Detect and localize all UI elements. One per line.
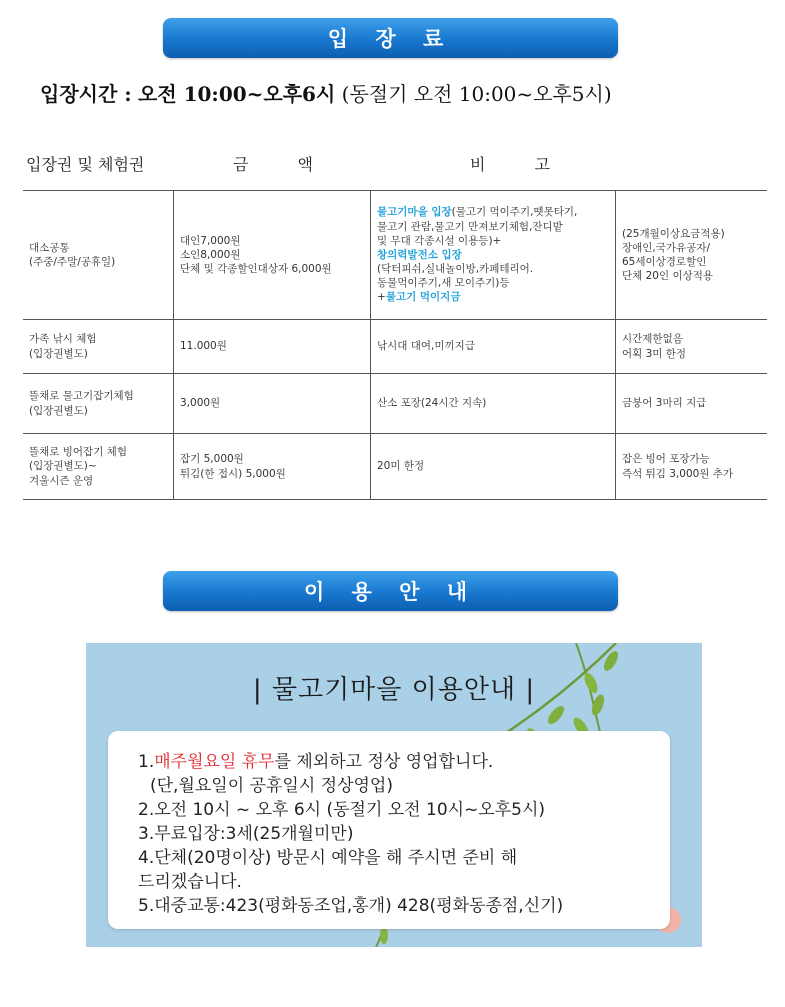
extra-info-cell: (25개월이상요금적용) 장애인,국가유공자/ 65세이상경로할인 단체 20인 이상적용	[616, 191, 768, 320]
usage-guide-header: 이 용 안 내	[163, 571, 618, 611]
note-highlight: 물고기마을 입장	[377, 206, 452, 219]
note-text: 20미 한정	[377, 460, 425, 473]
usage-guide-title: | 물고기마을 이용안내 |	[252, 675, 536, 705]
note-cell	[371, 191, 616, 320]
extra-info-cell: 금붕어 3마리 지급	[616, 374, 768, 434]
table-row	[23, 434, 767, 500]
note-cell	[371, 374, 616, 434]
admission-fee-header: 입 장 료	[163, 18, 618, 58]
guide-line-2: (단,월요일이 공휴일시 정상영업)	[150, 776, 393, 796]
guide-line-1-suffix: 를 제외하고 정상 영업합니다.	[274, 752, 494, 772]
price-cell: 11.000원	[174, 320, 371, 374]
closed-day-highlight: 매주월요일 휴무	[154, 752, 275, 772]
ticket-type-cell: 뜰채로 물고기잡기체험 (입장권별도)	[23, 374, 174, 434]
guide-line-5: 4.단체(20명이상) 방문시 예약을 해 주시면 준비 해	[138, 848, 518, 868]
extra-info-cell: 잡은 빙어 포장가능 즉석 튀김 3,000원 추가	[616, 434, 768, 500]
guide-line-7: 5.대중교통:423(평화동조업,홍개) 428(평화동종점,신기)	[138, 896, 564, 916]
note-highlight: 창의력발전소 입장	[377, 248, 462, 261]
ticket-type-cell: 뜰채로 빙어잡기 체험 (입장권별도)~ 겨울시즌 운영	[23, 434, 174, 500]
price-cell: 3,000원	[174, 374, 371, 434]
fee-table	[23, 190, 767, 500]
note-highlight: 물고기 먹이지금	[385, 291, 461, 304]
extra-info-cell: 시간제한없음 어획 3미 한정	[616, 320, 768, 374]
column-header-price: 금 액	[233, 155, 335, 174]
price-cell: 대인7,000원 소인8,000원 단체 및 각종할인대상자 6,000원	[174, 191, 371, 320]
table-row	[23, 320, 767, 374]
note-text: (물고기 먹이주기,뗏못타기, 물고기 관람,물고기 만져보기체험,잔디밭 및 무대 각종시설 이용등)+	[377, 206, 578, 247]
note-text: (닥터피쉬,실내놀이방,카페테리어. 동물먹이주기,새 모이주기)등 +	[377, 263, 534, 304]
note-text: 낚시대 대여,미끼지급	[377, 340, 475, 353]
ticket-type-cell: 대소공통 (주중/주말/공휴일)	[23, 191, 174, 320]
note-cell	[371, 434, 616, 500]
opening-hours	[40, 78, 760, 107]
guide-line-1-prefix: 1.	[138, 752, 155, 772]
ticket-type-cell: 가족 낚시 체험 (입장권별도)	[23, 320, 174, 374]
guide-line-1	[138, 747, 493, 772]
column-header-ticket: 입장권 및 체험권	[26, 155, 145, 174]
hours-label: 입장시간 :	[40, 82, 132, 106]
guide-line-3: 2.오전 10시 ~ 오후 6시 (동절기 오전 10시~오후5시)	[138, 800, 546, 820]
hours-value: 오전 10:00~오후6시	[138, 82, 336, 106]
note-text: 산소 포장(24시간 지속)	[377, 397, 487, 410]
price-cell: 잡기 5,000원 튀김(한 접시) 5,000원	[174, 434, 371, 500]
usage-guide-panel	[86, 643, 702, 947]
table-row	[23, 374, 767, 434]
guide-line-4: 3.무료입장:3세(25개월미만)	[138, 824, 354, 844]
hours-winter-note: (동절기 오전 10:00~오후5시)	[341, 82, 612, 106]
table-row	[23, 191, 767, 320]
note-cell	[371, 320, 616, 374]
column-header-note: 비 고	[470, 155, 572, 174]
usage-guide-card	[108, 731, 670, 929]
guide-line-6: 드리겠습니다.	[138, 872, 242, 892]
